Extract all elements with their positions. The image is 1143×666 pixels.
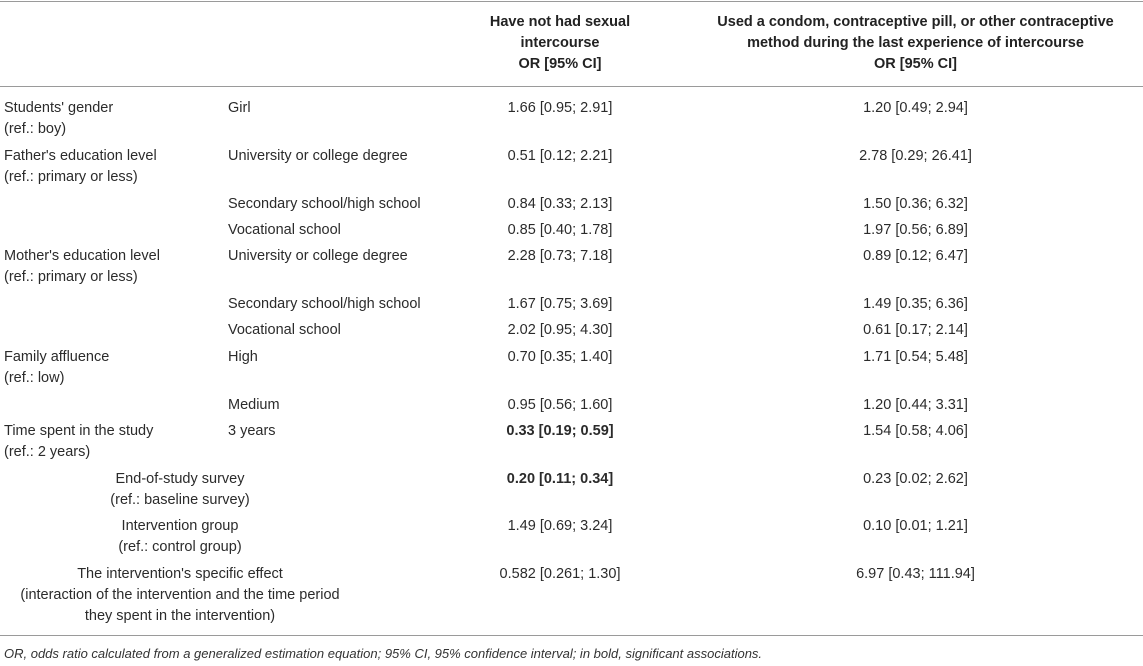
odds-ratio-contraceptive-use: 1.71 [0.54; 5.48] xyxy=(863,349,968,365)
category-label: Vocational school xyxy=(228,222,341,238)
table-header-rule xyxy=(0,86,1143,87)
odds-ratio-not-had-intercourse: 2.28 [0.73; 7.18] xyxy=(507,248,613,264)
odds-ratio-not-had-intercourse: 0.95 [0.56; 1.60] xyxy=(507,397,613,413)
odds-ratio-contraceptive-use: 1.20 [0.49; 2.94] xyxy=(863,100,968,116)
category-label: University or college degree xyxy=(228,248,408,264)
column-header-line: Used a condom, contraceptive pill, or other contraceptive xyxy=(717,14,1114,30)
odds-ratio-not-had-intercourse: 1.66 [0.95; 2.91] xyxy=(507,100,613,116)
odds-ratio-contraceptive-use: 1.49 [0.35; 6.36] xyxy=(863,296,968,312)
odds-ratio-contraceptive-use: 2.78 [0.29; 26.41] xyxy=(859,148,972,164)
column-header-line: Have not had sexual xyxy=(489,14,631,30)
odds-ratio-not-had-intercourse-significant: 0.33 [0.19; 0.59] xyxy=(506,423,614,439)
variable-label: The intervention's specific effect (interaction of the intervention and the time period they spent in the intervention) xyxy=(20,566,340,624)
category-label: High xyxy=(228,349,258,365)
odds-ratio-not-had-intercourse: 2.02 [0.95; 4.30] xyxy=(507,322,613,338)
odds-ratio-not-had-intercourse: 0.70 [0.35; 1.40] xyxy=(507,349,613,365)
odds-ratio-contraceptive-use: 0.61 [0.17; 2.14] xyxy=(863,322,968,338)
variable-label: Mother's education level (ref.: primary or less) xyxy=(4,248,160,285)
category-label: University or college degree xyxy=(228,148,408,164)
odds-ratio-contraceptive-use: 1.50 [0.36; 6.32] xyxy=(863,196,968,212)
odds-ratio-contraceptive-use: 6.97 [0.43; 111.94] xyxy=(856,566,975,582)
category-label: 3 years xyxy=(228,423,276,439)
category-label: Secondary school/high school xyxy=(228,196,421,212)
variable-label: Father's education level (ref.: primary or less) xyxy=(4,148,157,185)
odds-ratio-not-had-intercourse: 1.67 [0.75; 3.69] xyxy=(507,296,613,312)
variable-label: Time spent in the study (ref.: 2 years) xyxy=(4,423,154,460)
variable-label: End-of-study survey (ref.: baseline survey) xyxy=(110,471,250,508)
category-label: Secondary school/high school xyxy=(228,296,421,312)
odds-ratio-contraceptive-use: 0.10 [0.01; 1.21] xyxy=(863,518,968,534)
odds-ratio-not-had-intercourse: 1.49 [0.69; 3.24] xyxy=(507,518,613,534)
column-header-not-had-intercourse xyxy=(460,12,660,75)
category-label: Girl xyxy=(228,100,251,116)
category-label: Medium xyxy=(228,397,280,413)
column-header-line: intercourse xyxy=(520,35,600,51)
odds-ratio-contraceptive-use: 0.23 [0.02; 2.62] xyxy=(863,471,968,487)
column-header-line: OR [95% CI] xyxy=(518,56,602,72)
column-header-line: method during the last experience of intercourse xyxy=(747,35,1084,51)
odds-ratio-not-had-intercourse: 0.84 [0.33; 2.13] xyxy=(507,196,613,212)
table-bottom-rule xyxy=(0,635,1143,636)
variable-label: Students' gender (ref.: boy) xyxy=(4,100,114,137)
odds-ratio-not-had-intercourse: 0.51 [0.12; 2.21] xyxy=(507,148,613,164)
variable-label: Family affluence (ref.: low) xyxy=(4,349,110,386)
odds-ratio-contraceptive-use: 1.20 [0.44; 3.31] xyxy=(863,397,968,413)
odds-ratio-not-had-intercourse-significant: 0.20 [0.11; 0.34] xyxy=(506,471,614,487)
odds-ratio-not-had-intercourse: 0.582 [0.261; 1.30] xyxy=(499,566,621,582)
category-label: Vocational school xyxy=(228,322,341,338)
odds-ratio-contraceptive-use: 1.97 [0.56; 6.89] xyxy=(863,222,968,238)
odds-ratio-contraceptive-use: 0.89 [0.12; 6.47] xyxy=(863,248,968,264)
table-footnote: OR, odds ratio calculated from a generalized estimation equation; 95% CI, 95% confidence interval; in bold, significant associations. xyxy=(4,646,763,661)
odds-ratio-contraceptive-use: 1.54 [0.58; 4.06] xyxy=(863,423,968,439)
column-header-line: OR [95% CI] xyxy=(874,56,957,72)
odds-ratio-not-had-intercourse: 0.85 [0.40; 1.78] xyxy=(507,222,613,238)
column-header-contraceptive-use xyxy=(688,12,1143,75)
table-top-rule xyxy=(0,1,1143,2)
variable-label: Intervention group (ref.: control group) xyxy=(118,518,242,555)
